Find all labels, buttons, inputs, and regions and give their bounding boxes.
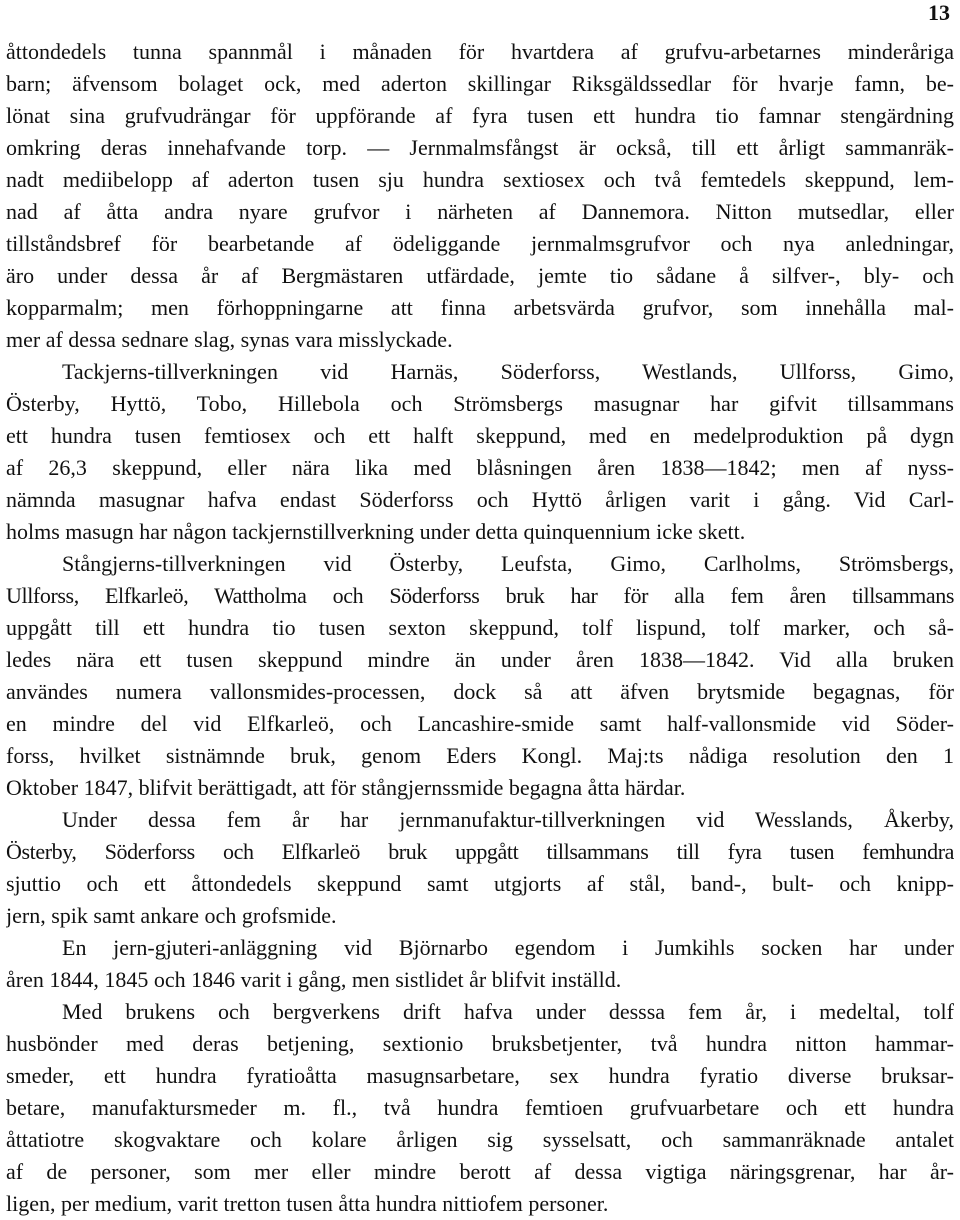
text-line: af 26,3 skeppund, eller nära lika med blåsningen åren 1838—1842; men af nyss- [6, 455, 954, 480]
text-line: mer af dessa sednare slag, synas vara misslyckade. [6, 327, 453, 352]
text-line: nadt mediibelopp af aderton tusen sju hundra sextiosex och två femtedels skeppund, lem- [6, 167, 954, 192]
text-line: forss, hvilket sistnämnde bruk, genom Eders Kongl. Maj:ts nådiga resolution den 1 [6, 743, 954, 768]
body-text [6, 36, 954, 1220]
text-line: Under dessa fem år har jernmanufaktur-tillverkningen vid Wesslands, Åkerby, [62, 807, 954, 832]
text-line: smeder, ett hundra fyratioåtta masugnsarbetare, sex hundra fyratio diverse bruksar- [6, 1063, 954, 1088]
text-line: uppgått till ett hundra tio tusen sexton skeppund, tolf lispund, tolf marker, och så- [6, 615, 954, 640]
text-line: en mindre del vid Elfkarleö, och Lancashire-smide samt half-vallonsmide vid Söder- [6, 711, 954, 736]
text-line: kopparmalm; men förhoppningarne att finna arbetsvärda grufvor, som innehålla mal- [6, 295, 954, 320]
text-line: betare, manufaktursmeder m. fl., två hundra femtioen grufvuarbetare och ett hundra [6, 1095, 954, 1120]
page-number: 13 [928, 0, 950, 25]
text-line: ett hundra tusen femtiosex och ett halft skeppund, med en medelproduktion på dygn [6, 423, 954, 448]
text-line: tillståndsbref för bearbetande af ödeliggande jernmalmsgrufvor och nya anledningar, [6, 231, 954, 256]
text-line: Österby, Söderforss och Elfkarleö bruk uppgått tillsammans till fyra tusen femhundra [6, 839, 954, 864]
text-line: jern, spik samt ankare och grofsmide. [6, 903, 337, 928]
text-line: nämnda masugnar hafva endast Söderforss och Hyttö årligen varit i gång. Vid Carl- [6, 487, 954, 512]
text-line: Med brukens och bergverkens drift hafva under desssa fem år, i medeltal, tolf [62, 999, 954, 1024]
text-line: sjuttio och ett åttondedels skeppund samt utgjorts af stål, band-, bult- och knipp- [6, 871, 954, 896]
text-line: åren 1844, 1845 och 1846 varit i gång, men sistlidet år blifvit inställd. [6, 967, 622, 992]
text-line: husbönder med deras betjening, sextionio bruksbetjenter, två hundra nitton hammar- [6, 1031, 954, 1056]
text-line: ledes nära ett tusen skeppund mindre än under åren 1838—1842. Vid alla bruken [6, 647, 954, 672]
text-line: Ullforss, Elfkarleö, Wattholma och Söderforss bruk har för alla fem åren tillsammans [6, 583, 954, 608]
text-line: nad af åtta andra nyare grufvor i närheten af Dannemora. Nitton mutsedlar, eller [6, 199, 954, 224]
text-line: barn; äfvensom bolaget ock, med aderton skillingar Riksgäldssedlar för hvarje famn, be- [6, 71, 954, 96]
text-line: omkring deras innehafvande torp. — Jernmalmsfångst är också, till ett årligt sammanräk- [6, 135, 954, 160]
text-line: användes numera vallonsmides-processen, dock så att äfven brytsmide begagnas, för [6, 679, 954, 704]
text-line: Tackjerns-tillverkningen vid Harnäs, Söderforss, Westlands, Ullforss, Gimo, [62, 359, 954, 384]
text-line: Oktober 1847, blifvit berättigadt, att för stångjernssmide begagna åtta härdar. [6, 775, 686, 800]
text-line: holms masugn har någon tackjernstillverkning under detta quinquennium icke skett. [6, 519, 746, 544]
text-line: åttondedels tunna spannmål i månaden för hvartdera af grufvu-arbetarnes minderåriga [6, 39, 954, 64]
text-line: Stångjerns-tillverkningen vid Österby, Leufsta, Gimo, Carlholms, Strömsbergs, [62, 551, 954, 576]
text-line: Österby, Hyttö, Tobo, Hillebola och Strömsbergs masugnar har gifvit tillsammans [6, 391, 954, 416]
text-line: lönat sina grufvudrängar för uppförande af fyra tusen ett hundra tio famnar stengärdning [6, 103, 954, 128]
text-line: En jern-gjuteri-anläggning vid Björnarbo egendom i Jumkihls socken har under [62, 935, 954, 960]
text-line: af de personer, som mer eller mindre berott af dessa vigtiga näringsgrenar, har år- [6, 1159, 954, 1184]
text-line: äro under dessa år af Bergmästaren utfärdade, jemte tio sådane å silfver-, bly- och [6, 263, 954, 288]
text-line: ligen, per medium, varit tretton tusen åtta hundra nittiofem personer. [6, 1191, 609, 1216]
text-line: åttatiotre skogvaktare och kolare årligen sig sysselsatt, och sammanräknade antalet [6, 1127, 954, 1152]
